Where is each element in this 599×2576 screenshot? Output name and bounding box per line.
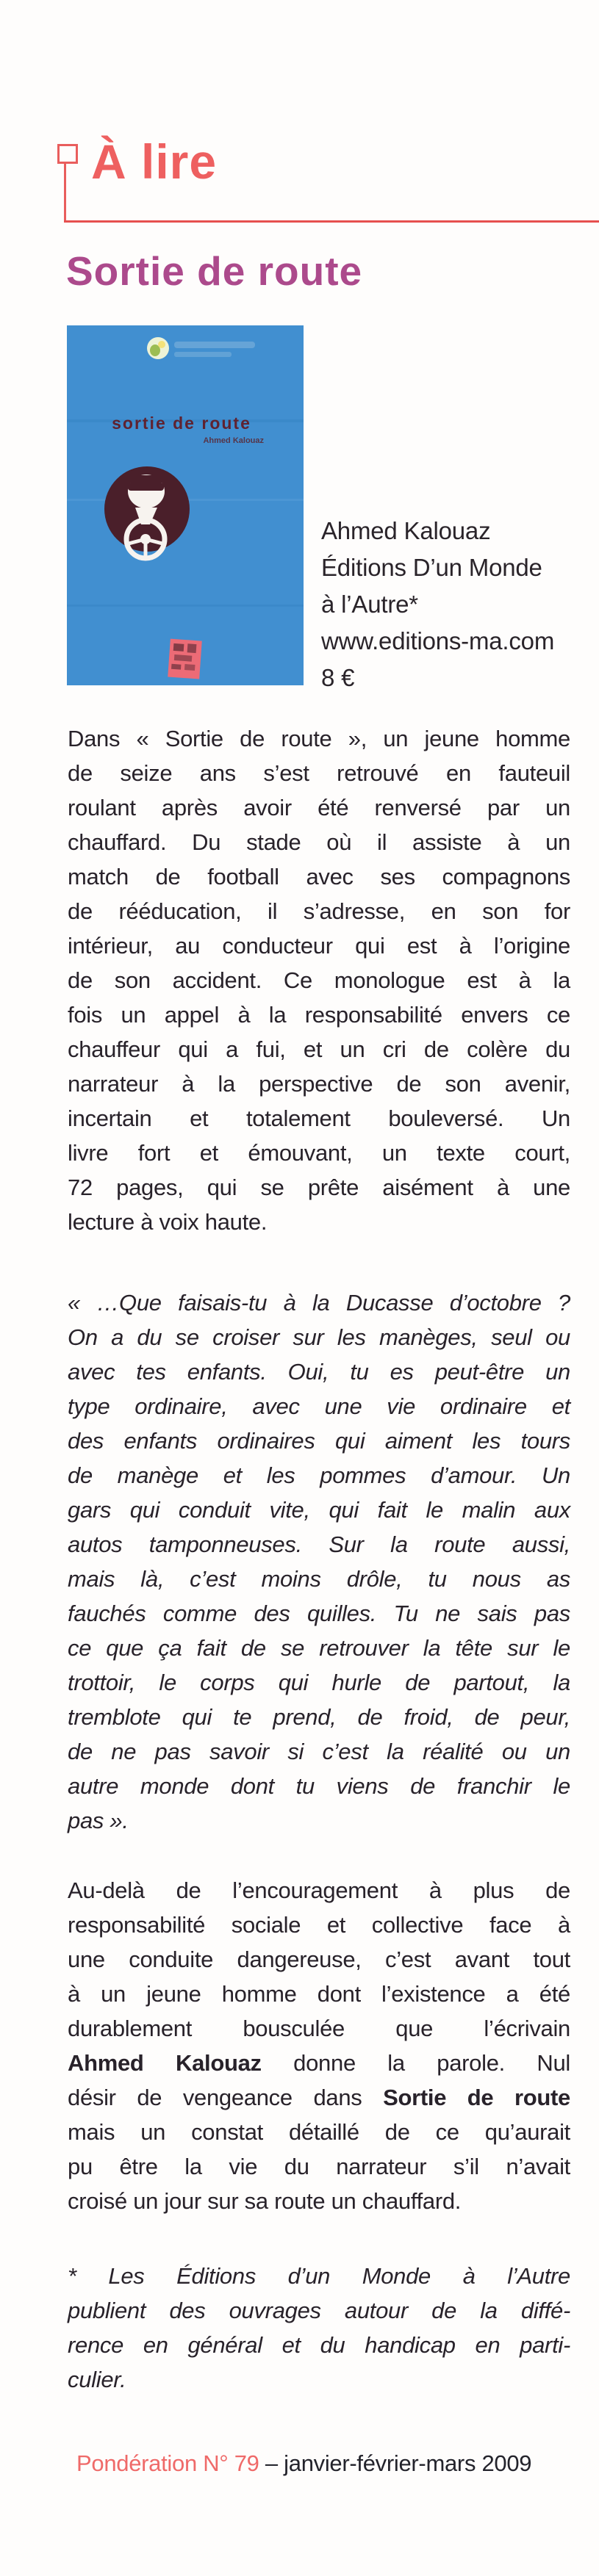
section-marker-line — [64, 164, 66, 223]
page-footer — [76, 2446, 591, 2481]
book-info — [321, 513, 586, 696]
cover-title: sortie de route — [112, 414, 251, 433]
article-paragraph-2: Au-delà de l’encouragement à plus de responsabilité sociale et collective face à une conduite dangereuse, c’est avant tout à un jeune homme dont l’existence a été durablement bousculée que l’écrivain Ahmed Kalouaz donne la parole. Nul désir de vengeance dans Sortie de route mais un constat détaillé de ce qu’aurait pu être la vie du narrateur s’il n’avait croisé un jour sur sa route un chauffard. — [68, 1877, 570, 2214]
info-website: www.editions-ma.com — [321, 627, 555, 654]
article-paragraph-1: Dans « Sortie de route », un jeune homme de seize ans s’est retrouvé en fauteuil roulant après avoir été renversé par un chauffard. Du stade où il assiste à un match de football avec ses compagnons de rééducation, il s’adresse, en son for intérieur, au conducteur qui est à l’origine de son accident. Ce monologue est à la fois un appel à la responsabilité envers ce chauffeur qui a fui, et un cri de colère du narrateur à la perspective de son avenir, incertain et totalement bouleversé. Un livre fort et émouvant, un texte court, 72 pages, qui se prête aisément à une lecture à voix haute. — [68, 726, 570, 1235]
info-publisher-line1: Éditions D’un Monde — [321, 554, 542, 581]
info-price: 8 € — [321, 664, 355, 691]
book-cover-illustration — [67, 325, 304, 685]
section-title: À lire — [91, 134, 218, 189]
info-publisher-line2: à l’Autre* — [321, 591, 418, 618]
book-cover — [67, 325, 304, 685]
article-quote: « …Que faisais-tu à la Ducasse d’octobre ? On a du se croiser sur les manèges, seul ou avec tes enfants. Oui, tu es peut-être un type ordinaire, avec une vie ordinaire et des enfants ordinaires qui aiment les tours de manège et les pommes d’amour. Un gars qui conduit vite, qui fait le malin aux autos tamponneuses. Sur la route aussi, mais là, c’est moins drôle, tu nous as fauchés comme des quilles. Tu ne sais pas ce que ça fait de se retrouver la tête sur le trottoir, le corps qui hurle de partout, la tremblote qui te prend, de froid, de peur, de ne pas savoir si c’est la réalité ou un autre monde dont tu viens de franchir le pas ». — [68, 1290, 570, 1833]
article-footnote: * Les Éditions d’un Monde à l’Autre publient des ouvrages autour de la diffé- rence en général et du handicap en parti- culier. — [68, 2263, 570, 2392]
issue-date: – janvier-février-mars 2009 — [265, 2450, 532, 2476]
info-author: Ahmed Kalouaz — [321, 517, 491, 544]
article-title: Sortie de route — [66, 248, 363, 294]
price-stamp — [168, 639, 202, 679]
section-divider-rule — [64, 220, 599, 223]
journal-name: Pondération N° 79 — [76, 2450, 259, 2476]
cover-author: Ahmed Kalouaz — [203, 436, 264, 445]
section-marker-square — [57, 144, 78, 164]
